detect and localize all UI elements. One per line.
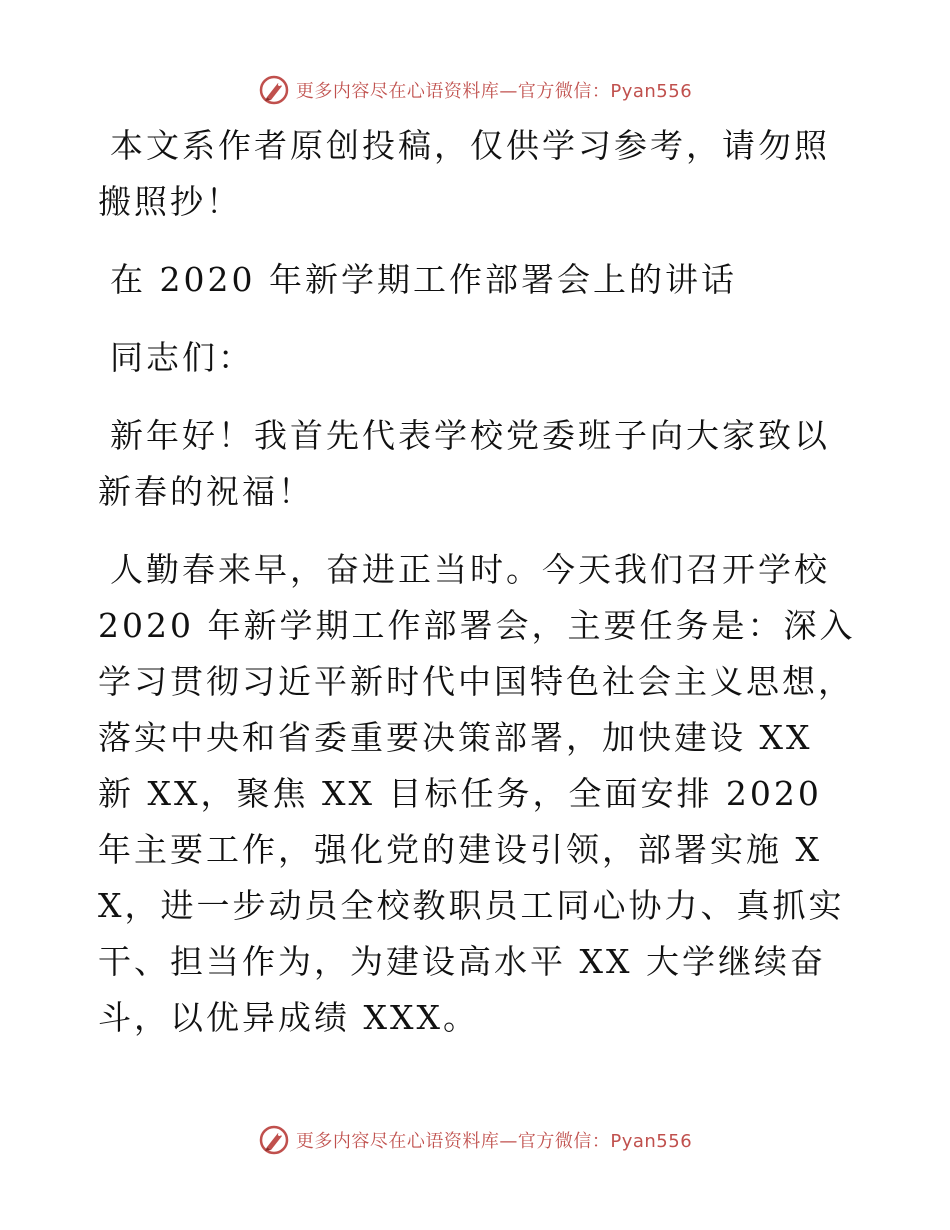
body-paragraph: 人勤春来早，奋进正当时。今天我们召开学校 2020 年新学期工作部署会，主要任务是：深入学习贯彻习近平新时代中国特色社会主义思想，落实中央和省委重要决策部署，加快建设 XX 新 XX，聚焦 XX 目标任务，全面安排 2020 年主要工作，强化党的建设引领，部署实施 XX，进一步动员全校教职员工同心协力、真抓实干、担当作为，为建设高水平 XX 大学继续奋斗，以优异成绩 XXX。 bbox=[98, 550, 856, 1037]
pen-logo-icon bbox=[258, 1124, 290, 1156]
header-watermark bbox=[0, 70, 950, 110]
disclaimer-paragraph: 本文系作者原创投稿，仅供学习参考，请勿照搬照抄！ bbox=[98, 126, 830, 221]
footer-watermark bbox=[0, 1120, 950, 1160]
watermark-text: 更多内容尽在心语资料库—官方微信：Pyan556 bbox=[295, 81, 693, 102]
greeting-paragraph: 新年好！我首先代表学校党委班子向大家致以新春的祝福！ bbox=[98, 416, 830, 511]
document-body bbox=[98, 118, 858, 1068]
watermark-text: 更多内容尽在心语资料库—官方微信：Pyan556 bbox=[295, 1131, 693, 1152]
salutation: 同志们： bbox=[110, 338, 254, 377]
pen-logo-icon bbox=[258, 74, 290, 106]
speech-title: 在 2020 年新学期工作部署会上的讲话 bbox=[110, 260, 737, 299]
